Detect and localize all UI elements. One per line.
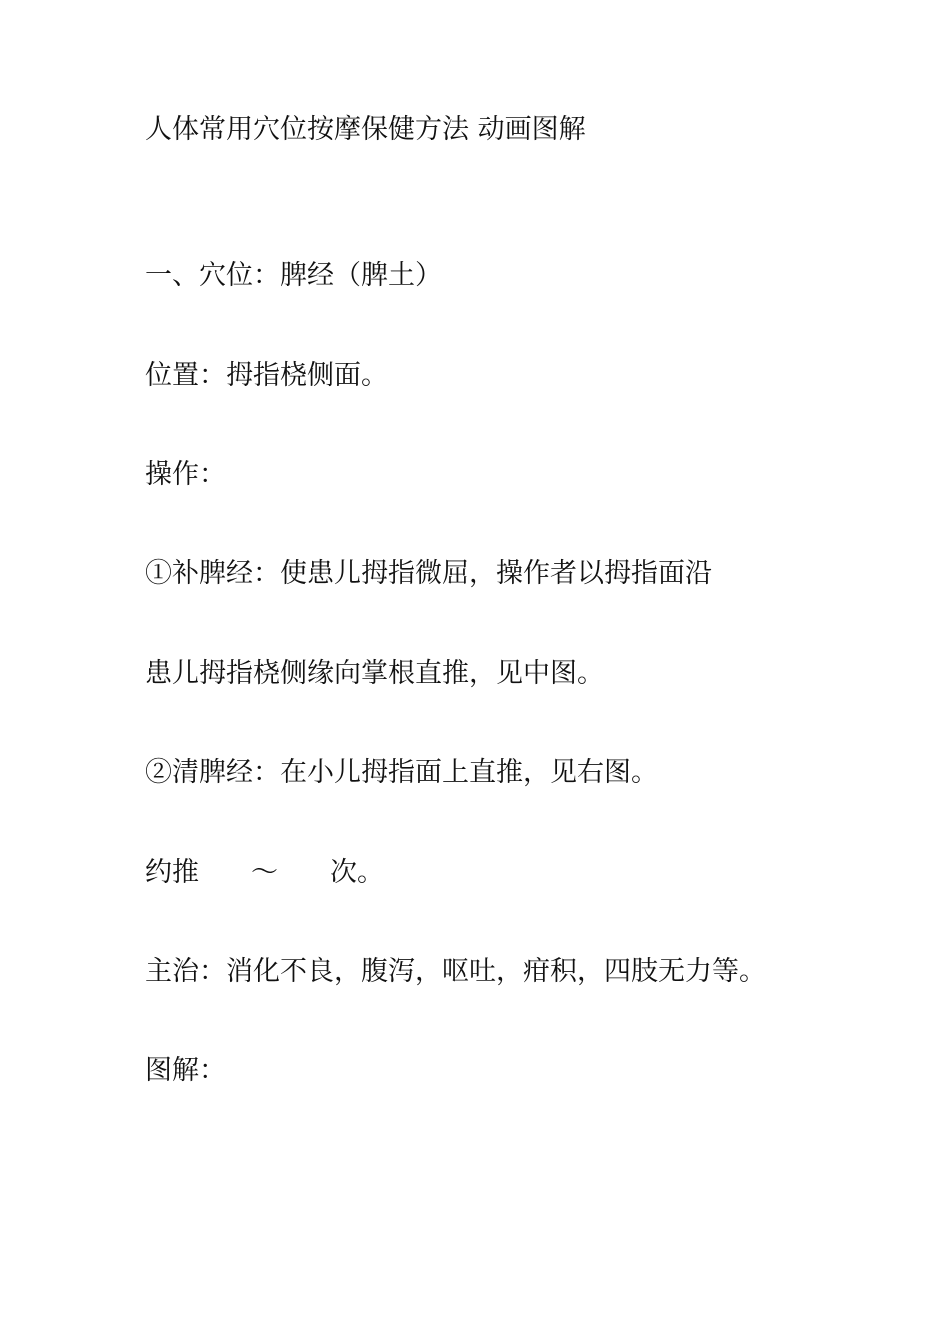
operation-heading: 操作： xyxy=(145,459,226,490)
clear-spleen-text: ②清脾经：在小儿拇指面上直推，见右图。 xyxy=(145,757,658,788)
tonify-spleen-text-2: 患儿拇指桡侧缘向掌根直推，见中图。 xyxy=(145,658,604,689)
indications-text: 主治：消化不良，腹泻，呕吐，疳积，四肢无力等。 xyxy=(145,956,766,987)
push-count-text xyxy=(145,855,384,891)
location-text: 位置：拇指桡侧面。 xyxy=(145,360,388,391)
push-count-suffix: 次。 xyxy=(330,857,384,888)
document-title: 人体常用穴位按摩保健方法 动画图解 xyxy=(145,114,586,145)
push-count-prefix: 约推 xyxy=(145,857,199,888)
diagram-heading: 图解： xyxy=(145,1055,226,1086)
push-count-tilde: ～ xyxy=(251,857,278,888)
tonify-spleen-text-1: ①补脾经：使患儿拇指微屈，操作者以拇指面沿 xyxy=(145,558,712,589)
acupoint-heading: 一、穴位：脾经（脾土） xyxy=(145,260,442,291)
